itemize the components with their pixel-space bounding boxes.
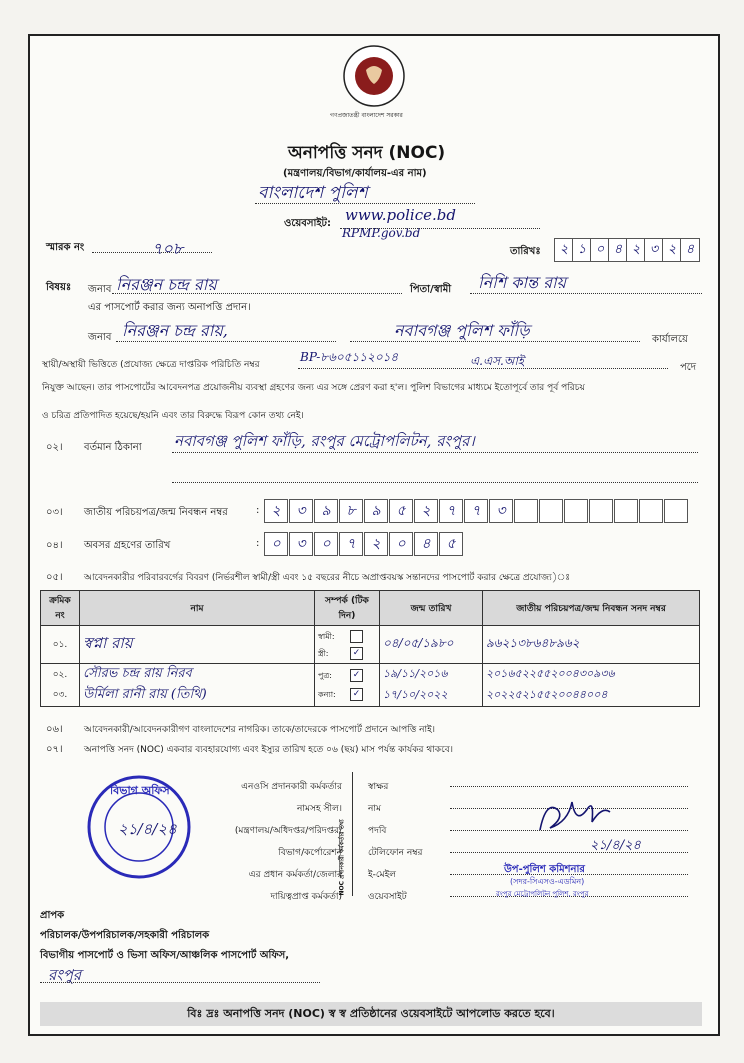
- row-name: সৌরভ চন্দ্র রায় নিরব উর্মিলা রানী রায় (তিথি): [80, 664, 315, 707]
- website-value: www.police.bd: [345, 206, 456, 224]
- subject-line-2: এর পাসপোর্ট করার জন্য অনাপত্তি প্রদান।: [88, 302, 251, 313]
- digit-cell: ২: [662, 238, 682, 262]
- digit-cell: [664, 499, 688, 523]
- row-nid: ২০১৬৫২২৫৫২০০৪৩০৯৩৬ ২০২২৫২১৫৫২০০৪৪০০৪: [483, 664, 700, 707]
- footer-note: বিঃ দ্রঃ অনাপত্তি সনদ (NOC) স্ব স্ব প্রতিষ্ঠানের ওয়েবসাইটে আপলোড করতে হবে।: [40, 1002, 702, 1026]
- page-title: অনাপত্তি সনদ (NOC): [288, 143, 446, 163]
- digit-cell: ৪: [680, 238, 700, 262]
- digit-cell: ৩: [289, 499, 313, 523]
- son-checkbox[interactable]: ✓: [350, 669, 363, 682]
- digit-cell: ৭: [339, 532, 363, 556]
- table-header: নাম: [80, 591, 315, 626]
- digit-cell: ২: [626, 238, 646, 262]
- row-relation: স্বামী: স্ত্রী: ✓: [315, 626, 380, 664]
- recipient-city: রংপুর: [48, 966, 82, 984]
- digit-cell: ২: [414, 499, 438, 523]
- table-header: জন্ম তারিখ: [380, 591, 483, 626]
- item-04-label: অবসর গ্রহণের তারিখ: [84, 540, 171, 551]
- row-name: স্বপ্না রায়: [80, 626, 315, 664]
- table-row: [41, 626, 700, 664]
- digit-cell: [539, 499, 563, 523]
- family-table: [40, 590, 700, 707]
- digit-cell: [639, 499, 663, 523]
- wife-checkbox[interactable]: ✓: [350, 647, 363, 660]
- para-office-suffix: কার্যালয়ে: [652, 334, 688, 345]
- website-label: ওয়েবসাইট:: [284, 218, 331, 229]
- digit-cell: ৪: [414, 532, 438, 556]
- digit-cell: ২: [364, 532, 388, 556]
- subtitle: (মন্ত্রণালয়/বিভাগ/কার্যালয়-এর নাম): [283, 168, 427, 179]
- digit-cell: ৭: [464, 499, 488, 523]
- round-seal-date: ২১/৪/২৪: [118, 820, 177, 838]
- item-03-number: ০৩।: [46, 507, 63, 518]
- row-serial: ০১.: [41, 626, 80, 664]
- row-nid: ৯৬২১৩৮৬৪৮৯৬২: [483, 626, 700, 664]
- para-id: BP-৮৬০৫১১২০১৪: [300, 350, 399, 364]
- digit-cell: [589, 499, 613, 523]
- item-05-label: আবেদনকারীর পরিবারবর্গের বিবরণ (নির্ভরশীল স্বামী/স্ত্রী এবং ১৫ বছরের নীচে অপ্রাপ্তবয়স্ক সন্তানদের পাসপোর্ট করার ক্ষেত্রে প্রযোজ্য)ঃ: [84, 573, 571, 583]
- signature-fields: স্বাক্ষর নাম পদবি টেলিফোন নম্বর ই-মেইল ওয়েবসাইট: [368, 782, 423, 902]
- subject-label: বিষয়ঃ: [46, 282, 72, 293]
- memo-label: স্মারক নং: [46, 242, 85, 253]
- table-header: সম্পর্ক (টিক দিন): [315, 591, 380, 626]
- table-header: জাতীয় পরিচয়পত্র/জন্ম নিবন্ধন সনদ নম্বর: [483, 591, 700, 626]
- table-header: ক্রমিক নং: [41, 591, 80, 626]
- para-post-suffix: পদে: [680, 362, 697, 373]
- digit-cell: ৮: [339, 499, 363, 523]
- digit-cell: ৭: [439, 499, 463, 523]
- item-04-number: ০৪।: [46, 540, 63, 551]
- father-label: পিতা/স্বামী: [410, 284, 452, 295]
- digit-cell: ২: [554, 238, 574, 262]
- website-value-2: RPMP.gov.bd: [342, 226, 421, 240]
- digit-cell: [614, 499, 638, 523]
- digit-cell: ০: [314, 532, 338, 556]
- recipient-line-1: পরিচালক/উপপরিচালক/সহকারী পরিচালক: [40, 930, 210, 941]
- row-dob: ০৪/০৫/১৯৮০: [380, 626, 483, 664]
- digit-cell: ৫: [389, 499, 413, 523]
- recipient-line-2: বিভাগীয় পাসপোর্ট ও ভিসা অফিস/আঞ্চলিক পাসপোর্ট অফিস,: [40, 950, 290, 961]
- digit-cell: ১: [572, 238, 592, 262]
- digit-cell: ৯: [364, 499, 388, 523]
- para-office: নবাবগঞ্জ পুলিশ ফাঁড়ি: [394, 321, 530, 340]
- husband-checkbox[interactable]: [350, 630, 363, 643]
- item-06-text: আবেদনকারী/আবেদনকারীগণ বাংলাদেশের নাগরিক। তাকে/তাদেরকে পাসপোর্ট প্রদানে আপত্তি নাই।: [84, 725, 436, 735]
- row-relation: পুত্র: ✓ কন্যা: ✓: [315, 664, 380, 707]
- item-06-number: ০৬।: [46, 724, 63, 735]
- vertical-label: NOC প্রদানকারী কর্মকর্তার তথ্য: [338, 819, 346, 896]
- officer-stamp-line-2: (সদর-সিএসও-এডমিন): [510, 877, 585, 886]
- recipient-title: প্রাপক: [40, 910, 65, 921]
- officer-stamp-line-3: রংপুর মেট্রোপলিটন পুলিশ, রংপুর: [496, 890, 589, 898]
- para-line-2: স্থায়ী/অস্থায়ী ভিত্তিতে (প্রযোজ্য ক্ষেত্রে দাপ্তরিক পরিচিতি নম্বর: [42, 360, 260, 370]
- para-name: নিরঞ্জন চন্দ্র রায়,: [122, 321, 228, 340]
- daughter-checkbox[interactable]: ✓: [350, 688, 363, 701]
- para-post: এ.এস.আই: [470, 354, 525, 368]
- digit-cell: ৫: [439, 532, 463, 556]
- digit-cell: ২: [264, 499, 288, 523]
- signature-date: ২১/৪/২৪: [590, 838, 641, 853]
- digit-cell: ০: [264, 532, 288, 556]
- item-05-number: ০৫।: [46, 572, 63, 583]
- item-07-number: ০৭।: [46, 744, 63, 755]
- digit-cell: ৩: [644, 238, 664, 262]
- date-label: তারিখঃ: [510, 246, 541, 257]
- father-name: নিশি কান্ত রায়: [478, 273, 567, 292]
- para-line-3: নিযুক্ত আছেন। তার পাসপোর্টের আবেদনপত্র প্রয়োজনীয় ব্যবস্থা গ্রহণের জন্য এর সঙ্গে প্রেরণ করা হ'ল। পুলিশ বিভাগের মাধ্যমে ইতোপূর্বে তার পূর্ব পরিচয়: [42, 383, 585, 393]
- digit-cell: ৯: [314, 499, 338, 523]
- seal-text: গণপ্রজাতন্ত্রী বাংলাদেশ সরকার: [330, 112, 403, 119]
- applicant-name: নিরঞ্জন চন্দ্র রায়: [116, 275, 217, 294]
- digit-cell: ৩: [489, 499, 513, 523]
- memo-value: ৭০৮: [152, 239, 184, 258]
- janab-label: জনাব: [88, 284, 112, 295]
- digit-cell: [564, 499, 588, 523]
- item-02-label: বর্তমান ঠিকানা: [84, 442, 142, 453]
- item-07-text: অনাপত্তি সনদ (NOC) একবার ব্যবহারযোগ্য এবং ইস্যুর তারিখ হতে ০৬ (ছয়) মাস পর্যন্ত কার্যকর থাকবে।: [84, 745, 453, 755]
- para-line-4: ও চরিত্র প্রতিপাদিত হয়েছে/হয়নি এবং তার বিরুদ্ধে বিরূপ কোন তথ্য নেই।: [42, 411, 304, 421]
- digit-cell: ০: [389, 532, 413, 556]
- office-name: বাংলাদেশ পুলিশ: [258, 183, 368, 203]
- para-janab: জনাব: [88, 332, 112, 343]
- item-02-number: ০২।: [46, 442, 63, 453]
- digit-cell: ৩: [289, 532, 313, 556]
- table-row: [41, 664, 700, 707]
- row-dob: ১৯/১১/২০১৬ ১৭/১০/২০২২: [380, 664, 483, 707]
- current-address: নবাবগঞ্জ পুলিশ ফাঁড়ি, রংপুর মেট্রোপলিটন, রংপুর।: [174, 432, 475, 450]
- digit-cell: [514, 499, 538, 523]
- round-seal-text: বিভাগ অফিস: [110, 784, 170, 797]
- issuer-label-block: এনওসি প্রদানকারী কর্মকর্তার নামসহ সীল। (মন্ত্রণালয়/অধিদপ্তর/পরিদপ্তর/ বিভাগ/কর্পোরেশন এর প্রধান কর্মকর্তা/জেলার দায়িত্বপ্রাপ্ত কর্মকর্তা): [234, 782, 342, 902]
- officer-stamp: উপ-পুলিশ কমিশনার: [504, 864, 585, 875]
- digit-cell: ০: [590, 238, 610, 262]
- row-serial: ০২. ০৩.: [41, 664, 80, 707]
- government-seal: [342, 44, 406, 108]
- digit-cell: ৪: [608, 238, 628, 262]
- item-03-label: জাতীয় পরিচয়পত্র/জন্ম নিবন্ধন নম্বর: [84, 507, 228, 518]
